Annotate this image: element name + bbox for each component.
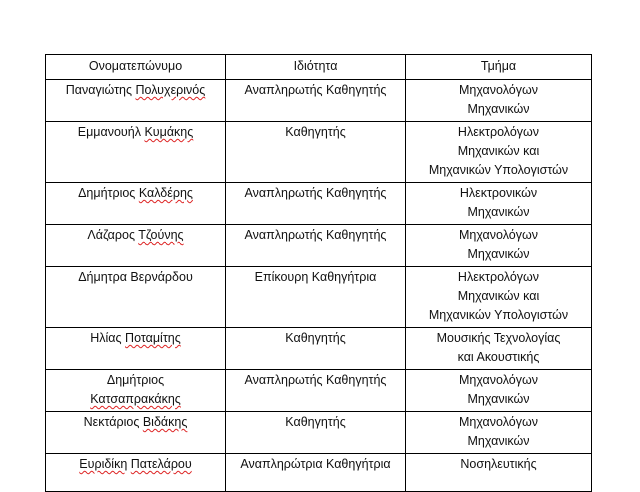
cell-name	[46, 225, 226, 267]
department-line: Ηλεκτρονικών	[459, 186, 538, 200]
department-line: Μηχανικών	[467, 247, 530, 261]
last-name: Κατσαπρακάκης	[90, 392, 181, 406]
cell-role: Αναπληρωτής Καθηγητής	[226, 225, 406, 267]
first-name: Παναγιώτης	[65, 83, 132, 97]
last-name: Κυμάκης	[144, 125, 194, 139]
cell-role: Αναπληρωτής Καθηγητής	[226, 80, 406, 122]
cell-role: Αναπληρώτρια Καθηγήτρια	[226, 454, 406, 492]
last-name: Βιδάκης	[142, 415, 188, 429]
table-row	[46, 80, 592, 122]
faculty-table	[45, 54, 592, 492]
first-name: Ευριδίκη	[79, 457, 128, 471]
department-line: Μηχανικών Υπολογιστών	[428, 308, 569, 322]
cell-department	[406, 80, 592, 122]
last-name: Βερνάρδου	[130, 270, 193, 284]
department-line: Μηχανικών	[467, 392, 530, 406]
department-line: Μηχανικών και	[457, 144, 540, 158]
cell-department	[406, 370, 592, 412]
cell-department	[406, 183, 592, 225]
department-line: Μηχανικών και	[457, 289, 540, 303]
cell-role: Καθηγητής	[226, 328, 406, 370]
first-name: Εμμανουήλ	[77, 125, 141, 139]
cell-name	[46, 80, 226, 122]
first-name: Νεκτάριος	[83, 415, 140, 429]
cell-department	[406, 122, 592, 183]
department-line: Μουσικής Τεχνολογίας	[436, 331, 561, 345]
cell-role: Καθηγητής	[226, 122, 406, 183]
first-name: Δημήτριος	[78, 186, 136, 200]
cell-name	[46, 412, 226, 454]
cell-name	[46, 454, 226, 492]
department-line: Ηλεκτρολόγων	[457, 270, 540, 284]
cell-role: Αναπληρωτής Καθηγητής	[226, 370, 406, 412]
table-row	[46, 225, 592, 267]
cell-name	[46, 328, 226, 370]
cell-department	[406, 225, 592, 267]
table-row	[46, 267, 592, 328]
cell-department	[406, 328, 592, 370]
table-row	[46, 412, 592, 454]
first-name: Δημήτριος	[106, 373, 165, 387]
cell-department	[406, 412, 592, 454]
header-role: Ιδιότητα	[226, 55, 406, 80]
last-name: Καλδέρης	[138, 186, 193, 200]
department-line: Μηχανικών Υπολογιστών	[428, 163, 569, 177]
department-line: Νοσηλευτικής	[460, 457, 537, 471]
first-name: Ηλίας	[90, 331, 122, 345]
department-line: Μηχανολόγων	[458, 228, 539, 242]
cell-department	[406, 454, 592, 492]
table-row	[46, 122, 592, 183]
department-line: Μηχανικών	[467, 102, 530, 116]
table-row	[46, 370, 592, 412]
cell-name	[46, 267, 226, 328]
cell-role: Επίκουρη Καθηγήτρια	[226, 267, 406, 328]
department-line: Μηχανολόγων	[458, 83, 539, 97]
last-name: Τζούνης	[138, 228, 184, 242]
header-department: Τμήμα	[406, 55, 592, 80]
department-line: και Ακουστικής	[457, 350, 540, 364]
department-line: Μηχανικών	[467, 205, 530, 219]
cell-name	[46, 183, 226, 225]
table-header-row	[46, 55, 592, 80]
cell-name	[46, 122, 226, 183]
last-name: Πολυχερινός	[135, 83, 206, 97]
last-name: Πατελάρου	[130, 457, 192, 471]
first-name: Δήμητρα	[78, 270, 127, 284]
cell-department	[406, 267, 592, 328]
department-line: Μηχανολόγων	[458, 373, 539, 387]
table-row	[46, 454, 592, 492]
table-row	[46, 328, 592, 370]
cell-role: Αναπληρωτής Καθηγητής	[226, 183, 406, 225]
first-name: Λάζαρος	[87, 228, 135, 242]
cell-name	[46, 370, 226, 412]
header-name: Ονοματεπώνυμο	[46, 55, 226, 80]
department-line: Μηχανικών	[467, 434, 530, 448]
department-line: Μηχανολόγων	[458, 415, 539, 429]
cell-role: Καθηγητής	[226, 412, 406, 454]
table-row	[46, 183, 592, 225]
department-line: Ηλεκτρολόγων	[457, 125, 540, 139]
last-name: Ποταμίτης	[125, 331, 181, 345]
